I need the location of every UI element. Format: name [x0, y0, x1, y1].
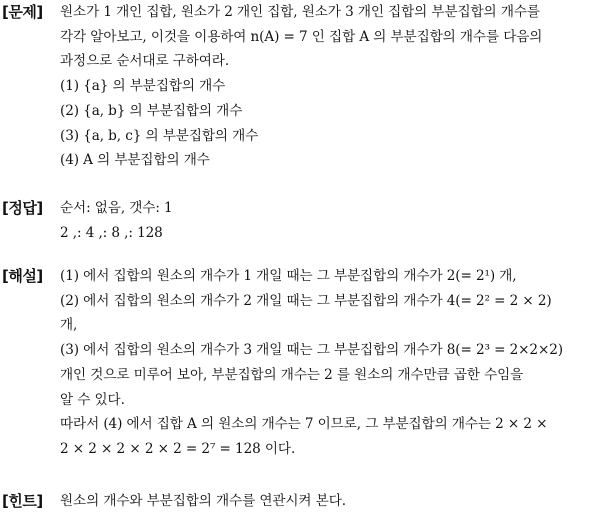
explanation-line: 2 × 2 × 2 × 2 × 2 = 2⁷ = 128 이다.: [60, 440, 296, 457]
problem-label: [문제]: [2, 3, 43, 21]
hint-body: [60, 489, 586, 514]
problem-line: 원소가 1 개인 집합, 원소가 2 개인 집합, 원소가 3 개인 집합의 부분집합의 개수를: [60, 4, 540, 20]
answer-body: [60, 196, 586, 245]
explanation-body: [60, 264, 586, 462]
hint-line: 원소의 개수와 부분집합의 개수를 연관시켜 본다.: [60, 493, 346, 509]
answer-line: 순서: 없음, 갯수: 1: [60, 200, 173, 216]
explanation-line: (3) 에서 집합의 원소의 개수가 3 개일 때는 그 부분집합의 개수가 8(= 2³ = 2×2×2): [60, 342, 564, 359]
explanation-line: 알 수 있다.: [60, 391, 125, 408]
problem-line: 각각 알아보고, 이것을 이용하여 n(A) = 7 인 집합 A 의 부분집합의 개수를 다음의: [60, 28, 543, 45]
problem-item-2: (2) {a, b} 의 부분집합의 개수: [60, 102, 243, 119]
problem-body: [60, 0, 586, 173]
problem-item-1: (1) {a} 의 부분집합의 개수: [60, 78, 226, 95]
explanation-line: 개,: [60, 317, 78, 334]
explanation-line: 개인 것으로 미루어 보아, 부분집합의 개수는 2 를 원소의 개수만큼 곱한 수임을: [60, 366, 524, 383]
problem-item-4: (4) A 의 부분집합의 개수: [60, 152, 210, 169]
problem-line: 과정으로 순서대로 구하여라.: [60, 53, 230, 70]
explanation-line: (1) 에서 집합의 원소의 개수가 1 개일 때는 그 부분집합의 개수가 2(= 2¹) 개,: [60, 268, 517, 284]
problem-item-3: (3) {a, b, c} 의 부분집합의 개수: [60, 127, 259, 144]
answer-label: [정답]: [2, 199, 43, 217]
answer-line: 2 ,: 4 ,: 8 ,: 128: [60, 224, 163, 241]
explanation-label: [해설]: [2, 267, 43, 285]
explanation-line: (2) 에서 집합의 원소의 개수가 2 개일 때는 그 부분집합의 개수가 4(= 2² = 2 × 2): [60, 292, 552, 309]
explanation-line: 따라서 (4) 에서 집합 A 의 원소의 개수는 7 이므로, 그 부분집합의 개수는 2 × 2 ×: [60, 416, 548, 433]
hint-label: [힌트]: [2, 492, 43, 510]
